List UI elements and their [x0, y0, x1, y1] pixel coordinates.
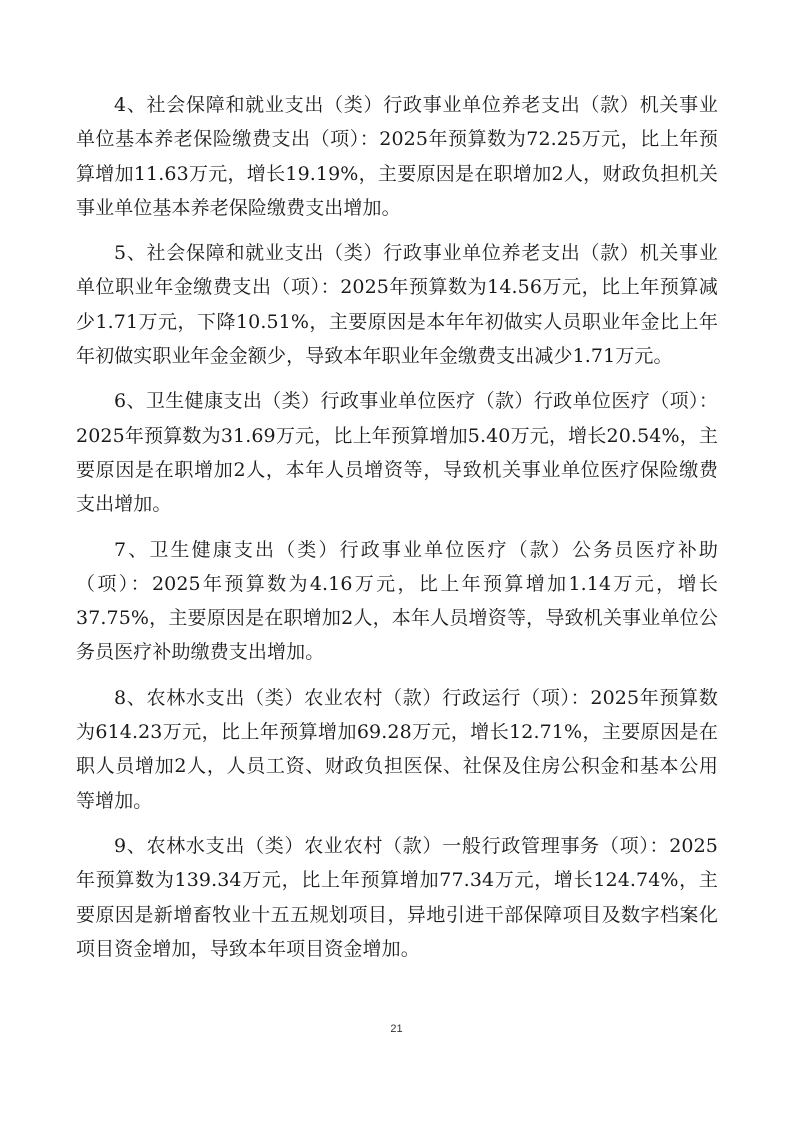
paragraph-item-5: 5、社会保障和就业支出（类）行政事业单位养老支出（款）机关事业单位职业年金缴费支出（项）：2025年预算数为14.56万元，比上年预算减少1.71万元，下降10.51%，主要原因是本年年初做实人员职业年金比上年年初做实职业年金金额少，导致本年职业年金缴费支出减少1.71万元。 [76, 242, 718, 368]
page-number: 21 [390, 1023, 403, 1035]
paragraph-item-9: 9、农林水支出（类）农业农村（款）一般行政管理事务（项）：2025年预算数为139.34万元，比上年预算增加77.34万元，增长124.74%，主要原因是新增畜牧业十五五规划项目，异地引进干部保障项目及数字档案化项目资金增加，导致本年项目资金增加。 [76, 834, 718, 960]
paragraph-item-6: 6、卫生健康支出（类）行政事业单位医疗（款）行政单位医疗（项）：2025年预算数为31.69万元，比上年预算增加5.40万元，增长20.54%，主要原因是在职增加2人，本年人员增资等，导致机关事业单位医疗保险缴费支出增加。 [76, 390, 718, 516]
paragraph-item-4: 4、社会保障和就业支出（类）行政事业单位养老支出（款）机关事业单位基本养老保险缴费支出（项）：2025年预算数为72.25万元，比上年预算增加11.63万元，增长19.19%，主要原因是在职增加2人，财政负担机关事业单位基本养老保险缴费支出增加。 [76, 94, 718, 219]
paragraph-item-8: 8、农林水支出（类）农业农村（款）行政运行（项）：2025年预算数为614.23万元，比上年预算增加69.28万元，增长12.71%，主要原因是在职人员增加2人，人员工资、财政负担医保、社保及住房公积金和基本公用等增加。 [76, 686, 718, 812]
document-body [76, 88, 718, 977]
paragraph-item-7: 7、卫生健康支出（类）行政事业单位医疗（款）公务员医疗补助（项）：2025年预算数为4.16万元，比上年预算增加1.14万元，增长37.75%，主要原因是在职增加2人，本年人员增资等，导致机关事业单位公务员医疗补助缴费支出增加。 [76, 538, 718, 664]
